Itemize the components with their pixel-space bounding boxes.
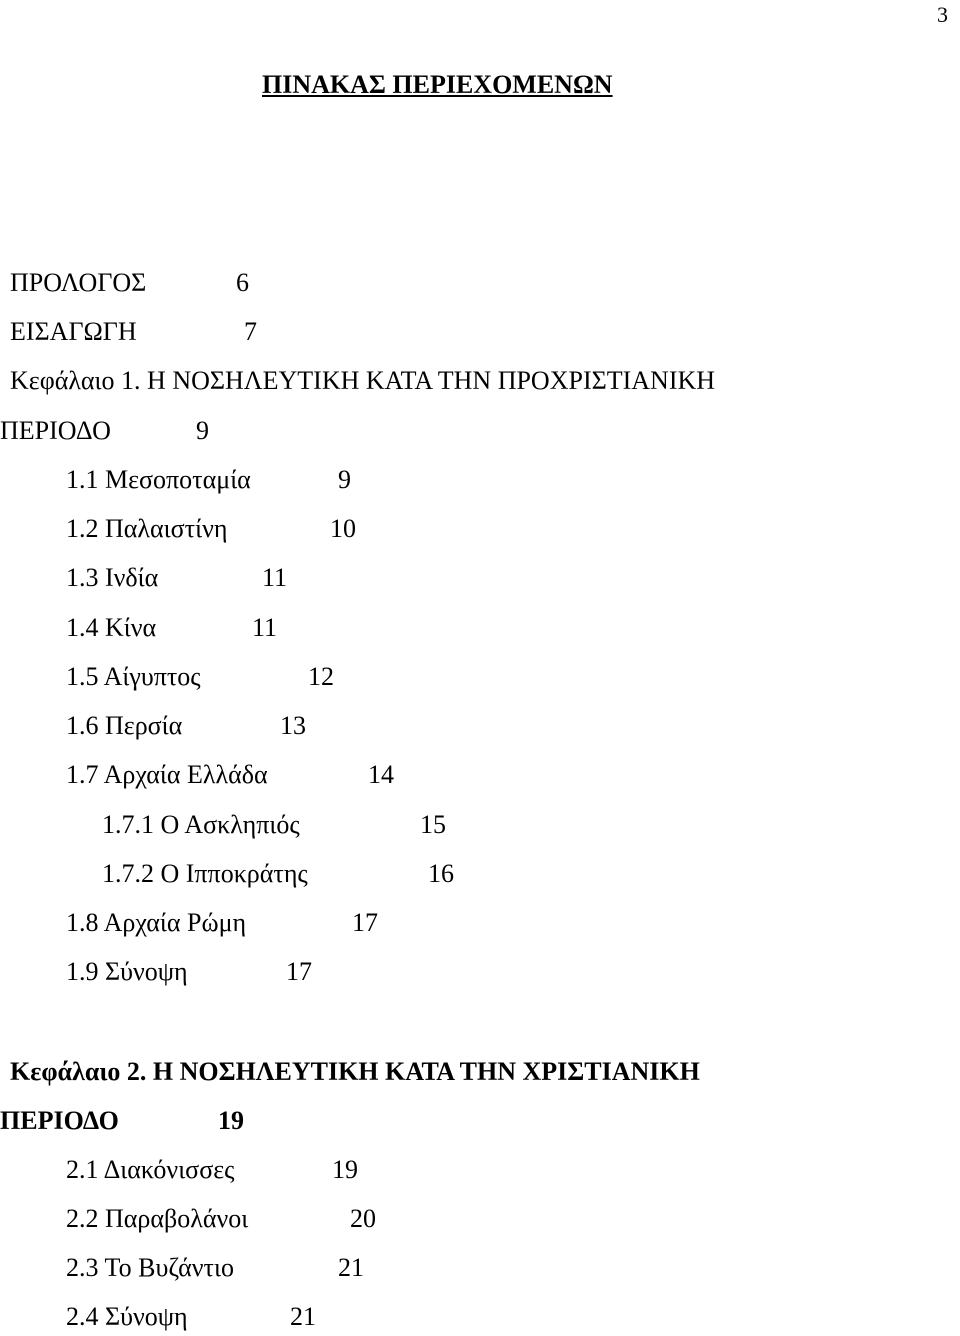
toc-entry-title: ΕΙΣΑΓΩΓΗ bbox=[10, 317, 137, 346]
toc-entry-title: 1.6 Περσία bbox=[66, 711, 183, 740]
toc-chapter-heading-cont: ΠΕΡΙΟΔΟ bbox=[0, 416, 111, 445]
toc-entry-page: 16 bbox=[428, 859, 454, 888]
toc-entry-page: 17 bbox=[352, 908, 378, 937]
toc-entry-title: 1.1 Μεσοποταμία bbox=[66, 465, 251, 494]
toc-chapter-heading: Κεφάλαιο 2. Η ΝΟΣΗΛΕΥΤΙΚΗ ΚΑΤΑ ΤΗΝ ΧΡΙΣΤΙΑΝΙΚΗ bbox=[10, 1057, 700, 1086]
toc-entry-title: 1.3 Ινδία bbox=[66, 563, 159, 592]
toc-entry-title: 1.5 Αίγυπτος bbox=[66, 662, 201, 691]
toc-entry-title: ΠΡΟΛΟΓΟΣ bbox=[10, 268, 147, 297]
toc-entry-page: 6 bbox=[236, 268, 249, 297]
toc-entry-title: 2.3 Το Βυζάντιο bbox=[66, 1253, 234, 1282]
toc-entry-page: 12 bbox=[308, 662, 334, 691]
toc-entry-title: 1.8 Αρχαία Ρώμη bbox=[66, 908, 247, 937]
toc-entry-page: 17 bbox=[286, 957, 312, 986]
toc-entry-page: 11 bbox=[252, 613, 278, 642]
toc-entry-page: 21 bbox=[338, 1253, 364, 1282]
toc-entry-page: 15 bbox=[420, 810, 446, 839]
toc-entry-page: 9 bbox=[196, 416, 209, 445]
toc-entry-page: 11 bbox=[262, 563, 288, 592]
page-number: 3 bbox=[937, 2, 948, 27]
toc-entry-page: 19 bbox=[218, 1106, 244, 1135]
toc-entry-title: 1.2 Παλαιστίνη bbox=[66, 514, 228, 543]
toc-entry-title: 1.7.1 Ο Ασκληπιός bbox=[102, 810, 300, 839]
toc-entry-title: 2.2 Παραβολάνοι bbox=[66, 1204, 249, 1233]
toc-entry-page: 7 bbox=[244, 317, 257, 346]
toc-entry-page: 19 bbox=[332, 1155, 358, 1184]
toc-entry-title: 2.4 Σύνοψη bbox=[66, 1302, 188, 1331]
toc-entry-page: 13 bbox=[280, 711, 306, 740]
toc-chapter-heading-cont: ΠΕΡΙΟΔΟ bbox=[0, 1106, 119, 1135]
toc-entry-title: 1.7 Αρχαία Ελλάδα bbox=[66, 760, 268, 789]
toc-entry-title: 1.7.2 Ο Ιπποκράτης bbox=[102, 859, 308, 888]
toc-entry-page: 10 bbox=[330, 514, 356, 543]
toc-entry-page: 21 bbox=[290, 1302, 316, 1331]
toc-entry-page: 20 bbox=[350, 1204, 376, 1233]
page-title: ΠΙΝΑΚΑΣ ΠΕΡΙΕΧΟΜΕΝΩΝ bbox=[262, 70, 613, 99]
toc-entry-page: 14 bbox=[368, 760, 394, 789]
toc-entry-page: 9 bbox=[338, 465, 351, 494]
toc-entry-title: 1.9 Σύνοψη bbox=[66, 957, 188, 986]
toc-entry-title: 2.1 Διακόνισσες bbox=[66, 1155, 235, 1184]
toc-chapter-heading: Κεφάλαιο 1. Η ΝΟΣΗΛΕΥΤΙΚΗ ΚΑΤΑ ΤΗΝ ΠΡΟΧΡΙΣΤΙΑΝΙΚΗ bbox=[10, 366, 716, 395]
toc-entry-title: 1.4 Κίνα bbox=[66, 613, 157, 642]
